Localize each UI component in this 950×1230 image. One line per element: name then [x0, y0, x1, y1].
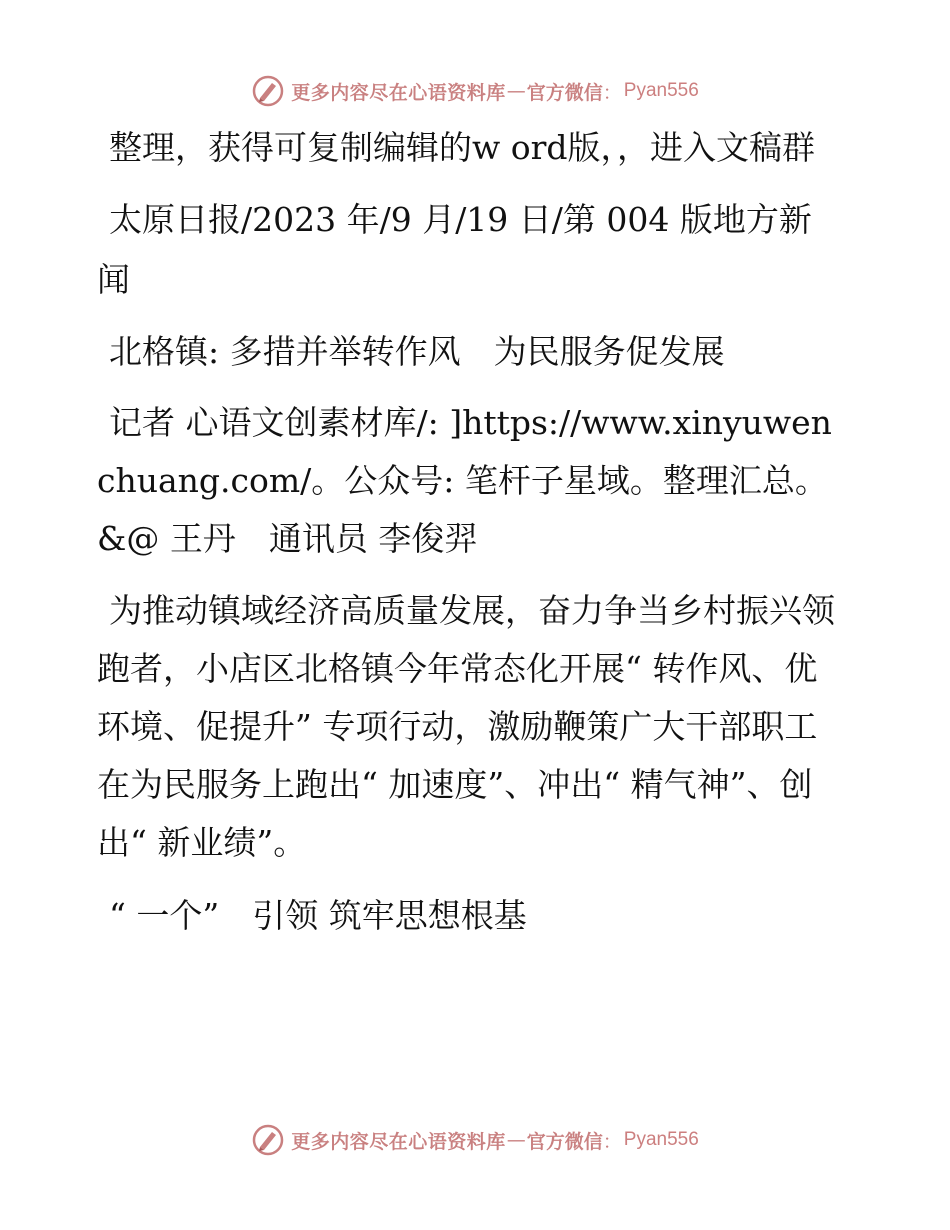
intro-paragraph: 整理，获得可复制编辑的w ord版，，进入文稿群: [109, 128, 816, 167]
byline: 记者 心语文创素材库/: ]https://www.xinyuwenchuang.com/。公众号: 笔杆子星域。整理汇总。&@ 王丹 通讯员 李俊羿: [97, 403, 832, 558]
footer-banner: [0, 1120, 950, 1160]
banner-colon: ：: [602, 1130, 622, 1153]
banner-label: 官方微信: [526, 81, 603, 104]
pen-logo-icon: [251, 74, 285, 108]
banner-wechat-id: Pyan556: [623, 1129, 699, 1150]
pen-logo-icon: [251, 1123, 285, 1157]
banner-separator: —: [506, 1129, 526, 1151]
header-banner: [0, 71, 950, 111]
banner-wechat-id: Pyan556: [623, 80, 699, 101]
source-line: 太原日报/2023 年/9 月/19 日/第 004 版地方新闻: [97, 200, 812, 299]
banner-text: 更多内容尽在心语资料库: [291, 1130, 506, 1153]
headline: 北格镇: 多措并举转作风 为民服务促发展: [109, 332, 725, 371]
banner-separator: —: [506, 80, 526, 102]
banner-label: 官方微信: [526, 1130, 603, 1153]
body-paragraph: 为推动镇域经济高质量发展，奋力争当乡村振兴领跑者，小店区北格镇今年常态化开展“ 转作风、优环境、促提升” 专项行动，激励鞭策广大干部职工在为民服务上跑出“ 加速度”、冲出“ 精气神”、创出“ 新业绩”。: [97, 591, 835, 862]
document-body: [97, 118, 842, 958]
banner-colon: ：: [602, 81, 622, 104]
banner-text: 更多内容尽在心语资料库: [291, 81, 506, 104]
subheading: “ 一个” 引领 筑牢思想根基: [109, 896, 527, 935]
